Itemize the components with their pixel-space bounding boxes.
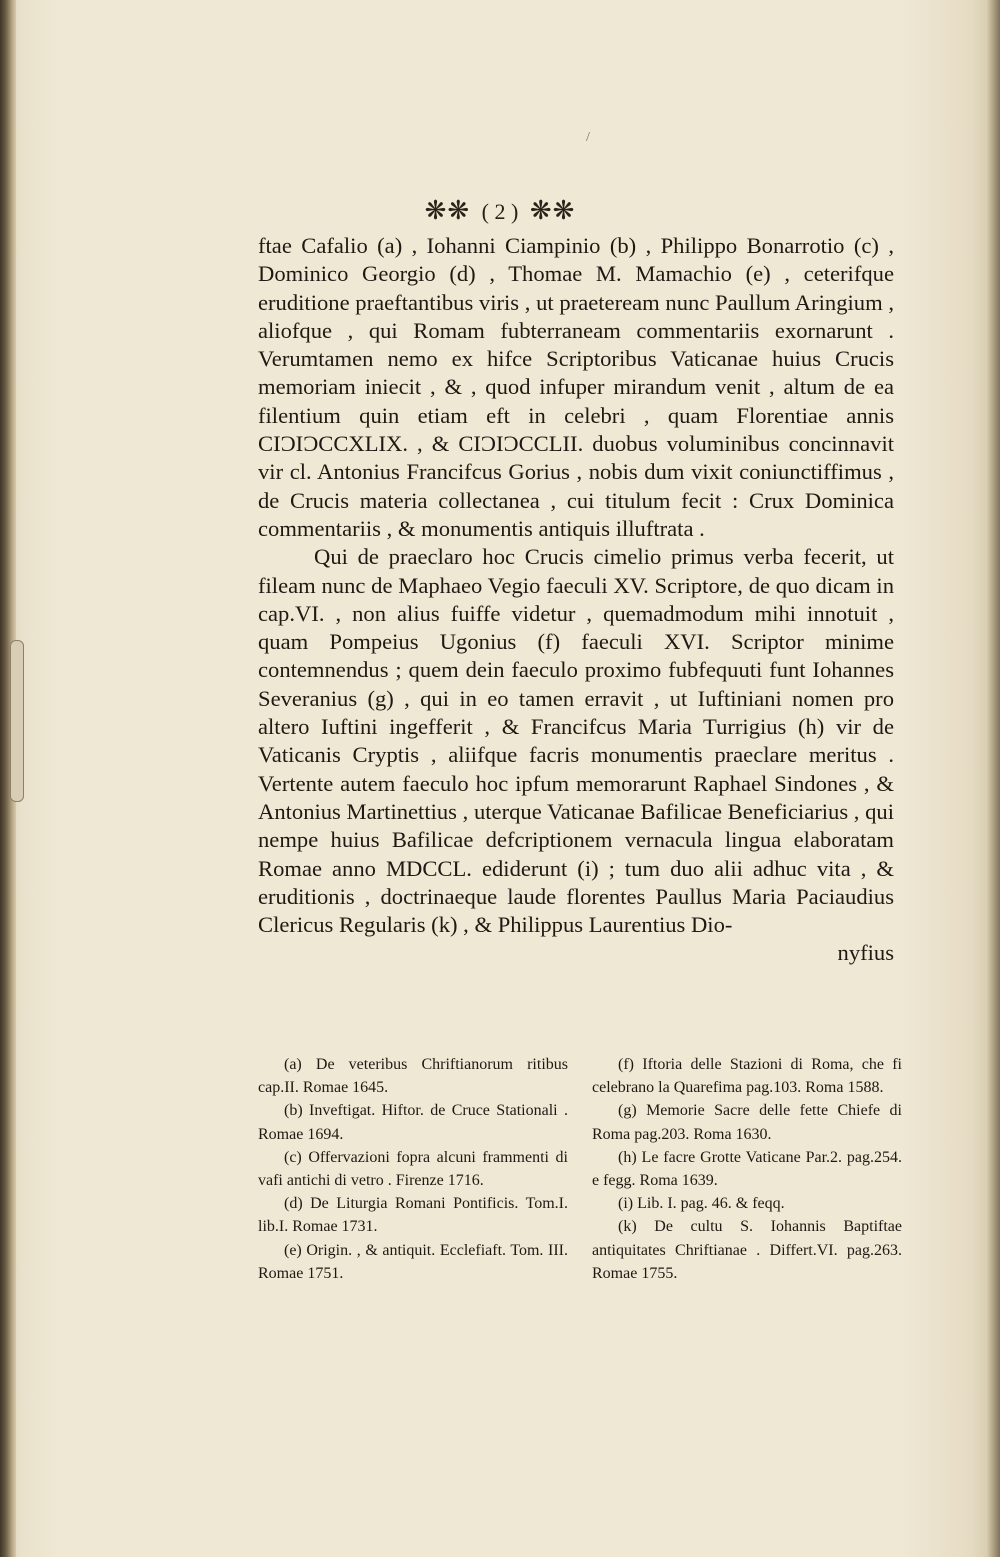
footnotes-left-column xyxy=(258,1053,568,1285)
footnote: (e) Origin. , & antiquit. Ecclefiaft. Tom. III. Romae 1751. xyxy=(258,1241,568,1282)
footnote: (d) De Liturgia Romani Pontificis. Tom.I. lib.I. Romae 1731. xyxy=(258,1195,568,1236)
footnote: (f) Iftoria delle Stazioni di Roma, che fi celebrano la Quarefima pag.103. Roma 1588. xyxy=(592,1056,902,1097)
footnote: (b) Inveftigat. Hiftor. de Cruce Stationali . Romae 1694. xyxy=(258,1102,568,1143)
ink-mark: / xyxy=(586,130,590,145)
footnote: (g) Memorie Sacre delle fette Chiefe di Roma pag.203. Roma 1630. xyxy=(592,1102,902,1143)
footnotes-right-column xyxy=(592,1053,902,1285)
footnote: (a) De veteribus Chriftianorum ritibus cap.II. Romae 1645. xyxy=(258,1056,568,1097)
footnote: (h) Le facre Grotte Vaticane Par.2. pag.254. e fegg. Roma 1639. xyxy=(592,1148,902,1190)
footnote: (c) Offervazioni fopra alcuni frammenti di vafi antichi di vetro . Firenze 1716. xyxy=(258,1148,568,1190)
page-number: ( 2 ) xyxy=(481,199,519,224)
paragraph: ftae Cafalio (a) , Iohanni Ciampinio (b) , Philippo Bonarrotio (c) , Dominico Georgio (d) , Thomae M. Mamachio (e) , ceterifque eruditione praeftantibus viris , ut praeteream nunc Paullum Aringium , aliofque , qui Romam fubterraneam commentariis exornarunt . Verumtamen nemo ex hifce Scriptoribus Vaticanae huius Crucis memoriam iniecit , & , quod infuper mirandum venit , altum de ea filentium quin etiam eft in celebri , quam Florentiae annis CIƆIƆCCXLIX. , & CIƆIƆCCLII. duobus voluminibus concinnavit vir cl. Antonius Francifcus Gorius , nobis dum vixit coniunctiffimus , de Crucis materia collectanea , cui titulum fecit : Crux Dominica commentariis , & monumentis antiquis illuftrata . xyxy=(258,233,894,541)
page-tab xyxy=(10,640,24,802)
catchword: nyfius xyxy=(837,940,894,966)
page-edge xyxy=(986,0,1000,1557)
header-ornament-left: ❋❋ xyxy=(424,196,471,225)
paragraph: Qui de praeclaro hoc Crucis cimelio primus verba fecerit, ut fileam nunc de Maphaeo Vegio faeculi XV. Scriptore, de quo dicam in cap.VI. , non alius fuiffe videtur , quemadmodum mihi innotuit , quam Pompeius Ugonius (f) faeculi XVI. Scriptor minime contemnendus ; quem dein faeculo proximo fubfequuti funt Iohannes Severanius (g) , qui in eo tamen erravit , ut Iuftiniani nomen pro altero Iuftini ingefferit , & Francifcus Maria Turrigius (h) vir de Vaticanis Cryptis , aliifque facris monumentis praeclare meritus . Vertente autem faeculo hoc ipfum memorarunt Raphael Sindones , & Antonius Martinettius , uterque Vaticanae Bafilicae Beneficiarius , qui nempe huius Bafilicae defcriptionem vernacula lingua elaboratam Romae anno MDCCL. ediderunt (i) ; tum duo alii adhuc vita , & eruditionis , doctrinaeque laude florentes Paullus Maria Paciaudius Clericus Regularis (k) , & Philippus Laurentius Dio- xyxy=(258,544,894,938)
body-text xyxy=(258,232,894,968)
header-ornament-right: ❋❋ xyxy=(529,196,576,225)
footnote: (i) Lib. I. pag. 46. & feqq. xyxy=(618,1195,785,1213)
running-header xyxy=(0,196,1000,232)
footnote: (k) De cultu S. Iohannis Baptiftae antiquitates Chriftianae . Differt.VI. pag.263. Romae 1755. xyxy=(592,1218,902,1282)
